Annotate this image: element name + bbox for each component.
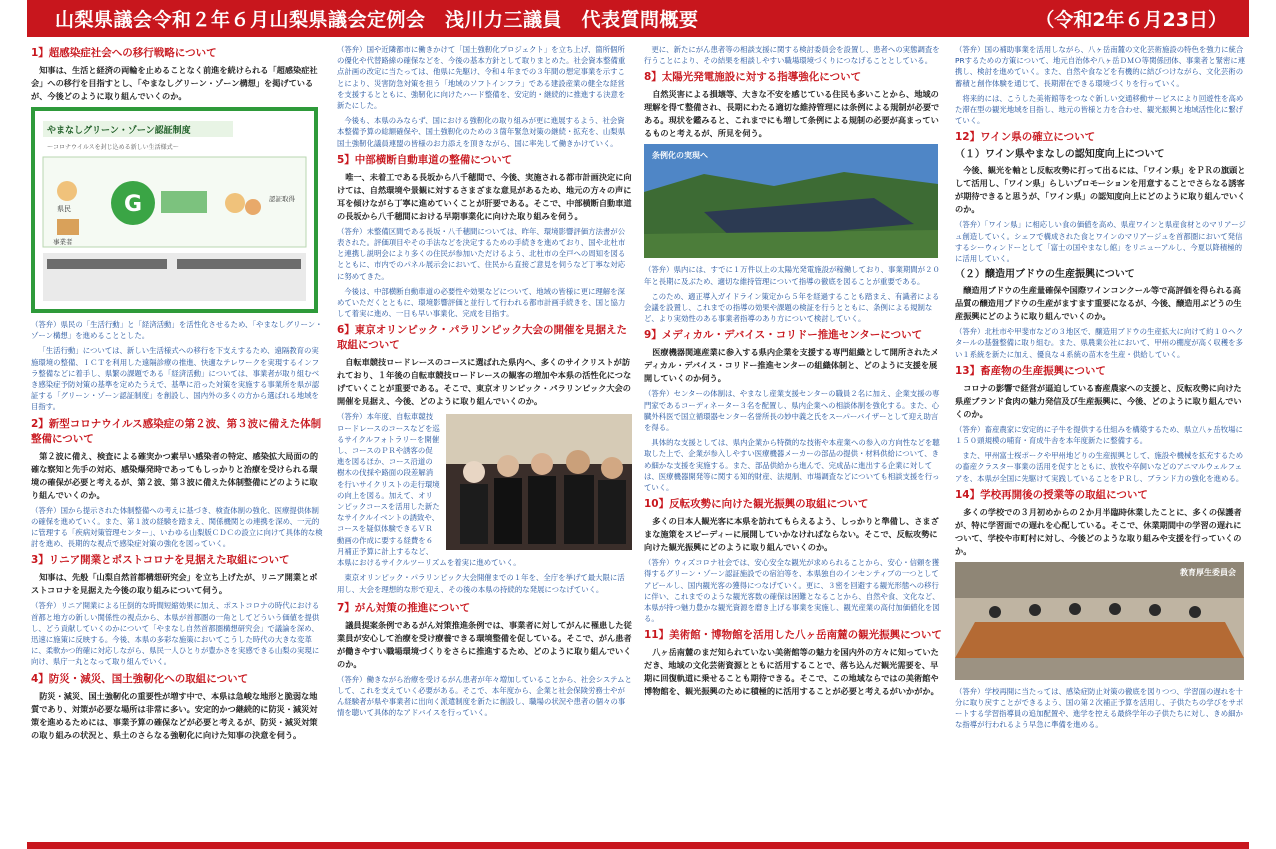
citizen-icon <box>57 181 77 201</box>
person-3-suit <box>528 476 556 544</box>
committee-photo <box>955 562 1244 680</box>
section-6-answer-2: 東京オリンピック・パラリンピック大会開催までの１年を、全庁を挙げて最大限に活用し、大会を理想的な形で迎え、その後の本県の持続的な発展につなげていく。 <box>337 573 625 594</box>
column-2 <box>337 44 632 834</box>
member-3 <box>1069 603 1081 615</box>
green-zone-diagram <box>35 111 314 309</box>
page-date: （令和2年６月23日） <box>1035 9 1227 31</box>
section-1-answer: （答弁）県民の「生活行動」と「経済活動」を活性化させるため、「やまなしグリーン・ゾーン構想」を進めることとした。 <box>31 320 323 341</box>
column-4 <box>955 44 1248 834</box>
group-photo-image <box>446 414 632 550</box>
family-icon <box>225 193 245 213</box>
section-6-title: 6】東京オリンピック・パラリンピック大会の開催を見据えた取組について <box>337 324 627 352</box>
section-2-question: 第２波に備え、検査による確実かつ素早い感染者の特定、感染拡大局面の的確な察知と先手の対応、感染爆発時であってもしっかりと治療を受けられる環境の確保が必要と考えるが、第２波、第３波に備えた体制整備にどのように取り組んでいくのか。 <box>31 450 319 500</box>
conference-table <box>955 622 1244 658</box>
family-icon-2 <box>245 199 261 215</box>
section-11-answer: （答弁）国の補助事業を活用しながら、八ヶ岳南麓の文化芸術施設の特色を強力に統合PRするための方策について、地元自治体や八ヶ岳ＤＭＯ等関係団体、事業者と緊密に連携し、検討を進めていく。また、自然や食などを有機的に結びつけながら、文化芸術の蓄積と創作体験を通じて、長期滞在できる環境づくりを行っていく。 <box>955 45 1246 88</box>
section-12-question-1: 今後、観光を軸とし反転攻勢に打って出るには、「ワイン県」をＰＲの旗頭として活用し、「ワイン県」らしいプロモーションを用意することでさらなる誘客が期待できると思うが、「ワイン県」の認知度向上にどのように取り組んでいくのか。 <box>955 165 1246 215</box>
section-9-answer: （答弁）センターの体制は、やまなし産業支援センターの職員２名に加え、企業支援の専門家であるコーディネーター３名を配置し、県内企業への相談体制を強化する。また、心臓外科医で国立循環器センター名誉所長の妙中義之氏をスーパーバイザーとして迎え助言を得る。 <box>644 389 940 433</box>
section-6-answer: （答弁）本年度、自転車競技ロードレースのコースなどを巡るサイクルフォトラリーを開催し、コースのＰＲや誘客の促進を図るほか、コース沿道の樹木の伐採や路面の段差解消を行いサイクリストの走行環境の向上を図る。加えて、オリンピックコースを活用した新たなサイクルイベントの誘致や、コースを疑似体験できるＶＲ動画の作成に要する経費を６月補正予算に計上するなど、本県におけるサイクルツーリズムを着実に進めていく。 <box>337 412 521 568</box>
section-14-answer: （答弁）学校再開に当たっては、感染症防止対策の徹底を図りつつ、学習面の遅れを十分に取り戻すことができるよう、国の第２次補正予算を活用し、子供たちの学びをサポートする学習指導員の追加配置や、進学を控える最終学年の子供たちに対し、きめ細かな指導が行われるよう早急に準備を進める。 <box>955 686 1244 730</box>
column-1 <box>31 44 324 834</box>
section-7-answer: （答弁）働きながら治療を受けるがん患者が年々増加していることから、社会システムとして、これを支えていく必要がある。そこで、本年度から、企業と社会保険労務士やがん経験者が県や事業者に出向く派遣制度を新たに創設し、職場の状況や患者の個々の事情を聴いて具体的なアドバイスを行っていく。 <box>337 674 632 718</box>
member-5 <box>1149 604 1161 616</box>
solar-photo <box>644 144 938 258</box>
section-2-answer: （答弁）国から提示された体制整備への考えに基づき、検査体制の強化、医療提供体制の確保を進めていく。また、第１波の経験を踏まえ、関係機関との連携を深め、一元的に管理する「疾病対策管理センター」、いわゆる山梨版ＣＤＣの設立に向けて具体的な検討を進め、長期的な視点で感染症対策の強化を図っていく。 <box>31 505 323 549</box>
section-1-title: 1】超感染症社会への移行戦略について <box>31 47 217 59</box>
person-4-suit <box>564 475 594 544</box>
person-3 <box>531 453 553 475</box>
section-3-answer: （答弁）リニア開業による圧倒的な時間短縮効果に加え、ポストコロナの時代における首都と地方の新しい関係性の視点から、本県が首都圏の一角としてどういう価値を提供し、どう貢献していくのかについて「やまなし自然首都圏構想研究会」で議論を深め、迅速に施策に反映する。今後、本県の多彩な施策においてこうした時代の大きな変革に、柔軟かつ的確に対応しながら、県民一人ひとりが豊かさを実感できる山梨の実現に向け、県庁一丸となって取り組んでいく。 <box>31 601 320 667</box>
diagram-citizen-label: 県民 <box>57 205 71 213</box>
committee-photo-caption: 教育厚生委員会 <box>1180 567 1236 577</box>
section-4-title: 4】防災・減災、国土強靭化への取組について <box>31 672 249 685</box>
header-banner <box>27 0 1249 37</box>
diagram-title: やまなしグリーン・ゾーン認証制度 <box>47 126 191 136</box>
person-1-suit <box>460 484 488 544</box>
section-12-answer-2: （答弁）北杜市や甲斐市などの３地区で、醸造用ブドウの生産拡大に向けて約１０ヘクタールの基盤整備に取り組む。また、県農業公社において、甲州の棚度が高く収穫を多い１系統を新たに加え、優良な４系統の苗木を生産・供給していく。 <box>955 327 1244 359</box>
section-7-answer-2: 更に、新たにがん患者等の相談支援に関する検討委員会を設置し、患者への実態調査を行うことにより、その結果を相談しやすい職場環境づくりにつなげることとしている。 <box>644 45 940 66</box>
business-icon <box>57 219 79 235</box>
diagram-subtitle: ～コロナウイルスを封じ込める新しい生活様式～ <box>47 144 179 151</box>
section-5-answer-2: 今後は、中部横断自動車道の必要性や効果などについて、地域の皆様に更に理解を深めていただくとともに、環境影響評価と並行して行われる都市計画手続きを、国と協力して着実に進め、一日も早い事業化、完成を目指す。 <box>337 286 626 319</box>
section-11-question: 八ヶ岳南麓のまだ知られていない美術館等の魅力を国内外の方々に知っていただき、地域の文化芸術資源とともに活用することで、落ち込んだ観光需要を、早期に回復軌道に乗せることも期待できる。そこで、この地域ならではの美術館や博物館を、観光振興のために積極的に活用することが必要と考えるがいかがか。 <box>644 647 939 697</box>
section-14-title: 14】学校再開後の授業等の取組について <box>955 488 1148 501</box>
section-11-answer-2: 将来的には、こうした美術館等をつなぐ新しい交通移動サービスにより回遊性を高めた滞在型の観光地域を目指し、地元の皆様と力を合わせ、観光振興と地域活性化に繋げていく。 <box>955 93 1244 126</box>
diagram-right-label: 認証取得 <box>269 195 295 203</box>
section-4-question: 防災・減災、国土強靭化の重要性が増す中で、本県は急峻な地形と脆弱な地質であり、対策が必要な場所は非常に多い。安定的かつ継続的に防災・減災対策を進めるためには、事業予算の確保などが必要と考えるが、防災・減災対策の取り組みの状況と、県土のさらなる強靭化に向けた知事の決意を伺う。 <box>31 690 318 740</box>
footer-bar <box>27 842 1249 849</box>
section-2-title: 2】新型コロナウイルス感染症の第２波、第３波に備えた体制整備について <box>31 417 322 445</box>
section-4-answer: （答弁）国や近隣都市に働きかけて「国土強靭化プロジェクト」を立ち上げ、箇所個所の優化や代替路線の確保などを、今後の基本方針として取りまとめた。社会資本整備重点計画の改定に当たっては、他県に先駆け、令和４年までの３年間の想定事業を示すことにより、災害防急対策を担う「地域のソフトインフラ」である建設産業の健全な経営を支援するとともに、強靭化に向けたハード整備を、安定的・継続的に推進する決意を新たにした。 <box>337 45 626 111</box>
member-4 <box>1109 603 1121 615</box>
section-8-answer: （答弁）県内には、すでに１万件以上の太陽光発電施設が稼働しており、事業期間が２０年と長期に及ぶため、適切な維持管理について指導の徹底を図ることが重要である。 <box>644 265 940 286</box>
section-10-question: 多くの日本人観光客に本県を訪れてもらえるよう、しっかりと準備し、さまざまな施策をスピーディーに展開していかなければならない。そこで、反転攻勢に向けた観光振興にどのように取り組んでいくのか。 <box>644 516 939 553</box>
section-3-title: 3】リニア開業とポストコロナを見据えた取組について <box>31 554 290 567</box>
diagram-business-label: 事業者 <box>53 238 73 246</box>
section-13-question: コロナの影響で経営が逼迫している畜産農家への支援と、反転攻勢に向けた県産ブランド食肉の魅力発信及び生産振興に、今後、どのように取り組んでいくのか。 <box>955 382 1242 419</box>
section-10-title: 10】反転攻勢に向けた観光振興の取組について <box>644 498 869 511</box>
foreground-trees <box>644 230 938 258</box>
room-floor <box>955 658 1244 680</box>
section-7-title: 7】がん対策の推進について <box>337 601 471 614</box>
section-14-question: 多くの学校での３月初めからの２か月半臨時休業したことに、多くの保護者が、特に学習面での遅れを心配している。そこで、休業期間中の学習の遅れについて、学校や市町村に対し、今後どのような取り組みや支援を行っていくのか。 <box>955 506 1242 556</box>
section-3-question: 知事は、先般「山梨自然首都構想研究会」を立ち上げたが、リニア開業とポストコロナを見据えた今後の取り組みについて伺う。 <box>31 572 318 596</box>
member-6 <box>1189 606 1201 618</box>
section-4-answer-2: 今後も、本県のみならず、国における強靭化の取り組みが更に進展するよう、社会資本整備予算の総額確保や、国土強靭化のための３箇年緊急対策の継続・拡充を、山梨県国土強靭化議員連盟の皆様のお力添えを頂きながら、国に率先して働きかけていく。 <box>337 116 626 148</box>
section-5-title: 5】中部横断自動車道の整備について <box>337 153 513 166</box>
person-2 <box>497 455 519 477</box>
g-letter-icon: G <box>124 192 143 217</box>
person-4 <box>566 450 590 474</box>
section-5-question: 唯一、未着工である長坂から八千穂間で、今後、実施される都市計画決定に向けては、自然環境や景観に対するさまざまな意見があるため、地元の方々の声に耳を傾けながら丁寧に進めていくことが肝要である。そこで、中部横断自動車道の長坂から八千穂間における早期事業化に向けた取り組みを伺う。 <box>337 171 632 221</box>
section-1-answer-2: 「生活行動」については、新しい生活様式への移行を下支えするため、遠隔教育の実施環境の整備、ＩＣＴを利用した遠隔診療の推進、快適なテレワークを実現するインフラ整備などに着手し、県繁の課題である「経済活動」については、事業者が取り組むべき感染症予防対策の基準を定めたうえで、基準に沿った対策を実施する事業所を県が認証する「グリーン・ゾーン認証制度」を創設し、国内外の多くの方から選ばれる地域を目指す。 <box>31 346 320 412</box>
page-title: 山梨県議会令和２年６月山梨県議会定例会 浅川力三議員 代表質問概要 <box>55 9 699 31</box>
diagram-bar-right <box>177 259 301 269</box>
section-12-answer-1: （答弁）「ワイン県」に相応しい食の価値を高め、県産ワインと県産食材とのマリアージュ創造していく。シェフで構成された食とワインのマリアージュを首都圏において発信するシーウィンドーとして「富士の国やまなし館」をリニューアルし、今夏以降積極的に活用していく。 <box>955 220 1246 264</box>
section-12-title: 12】ワイン県の確立について <box>955 131 1096 144</box>
section-6-answer-block <box>337 411 632 598</box>
section-6-question: 自転車競技ロードレースのコースに選ばれた県内へ、多くのサイクリストが訪れており、１年後の自転車競技ロードレースの観客の増加や本県の活性化につなげていくことが重要である。そこで、東京オリンピック・パラリンピック大会の開催を見据え、今後、どのように取り組んでいくのか。 <box>337 357 632 407</box>
section-7-question: 議員提案条例であるがん対策推進条例では、事業者に対してがんに罹患した従業員が安心して治療を受け療養できる環境整備を促している。そこで、がん患者が働きやすい職場環境づくりをさらに推進するため、どのように取り組んでいくのか。 <box>337 619 632 669</box>
section-12-subtitle-1: （１）ワイン県やまなしの認知度向上について <box>955 149 1165 161</box>
section-9-answer-2: 具体的な支援としては、県内企業から特徴的な技術や本産業への参入の方向性などを聴取した上で、企業が参入しやすい医療機器メーカーの部品の提供・材料供給について、きめ細かな支援を実施する。また、部品供給から進んで、完成品に進出する企業に対しては、医療機器開発等に関する知的財産、法規制、市場調査などについても相談支援を行っていく。 <box>644 438 940 493</box>
column-3 <box>644 44 942 834</box>
section-13-answer-2: また、甲州富士桜ポークや甲州地どりの生産振興として、施設や機械を拡充するための畜産クラスター事業の活用を促すとともに、放牧や卒飼いなどのアニマルウェルフェアを、本県が全国に先駆けて実践していることをＰＲし、ブランド力の強化を進める。 <box>955 451 1244 483</box>
green-zone-figure <box>31 107 318 313</box>
person-5-suit <box>598 480 626 544</box>
solar-photo-caption: 条例化の実現へ <box>652 151 708 161</box>
committee-photo-image <box>955 562 1244 680</box>
section-13-title: 13】畜産物の生産振興について <box>955 364 1106 377</box>
section-8-question: 自然災害による損壊等、大きな不安を感じている住民も多いことから、地域の理解を得て整備され、長期にわたる適切な維持管理には条例による規制が必要である。現状を鑑みると、これまでにも増して条例による規制の必要が高まっているものと考えるが、所見を伺う。 <box>644 89 940 139</box>
certificate-icon <box>161 191 207 213</box>
section-13-answer: （答弁）畜産農家に安定的に子牛を提供する仕組みを構築するため、県立八ヶ岳牧場に１５０頭規模の哺育・育成牛舎を本年度新たに整備する。 <box>955 424 1243 446</box>
section-11-title: 11】美術館・博物館を活用した八ヶ岳南麓の観光振興について <box>644 629 942 642</box>
person-5 <box>601 457 623 479</box>
person-1 <box>463 461 485 483</box>
diagram-bar-left <box>47 259 167 269</box>
section-9-question: 医療機器関連産業に参入する県内企業を支援する専門組織として開所されたメディカル・デバイス・コリドー推進センターの組織体制と、どのように支援を展開していくのか伺う。 <box>644 347 939 384</box>
section-12-subtitle-2: （２）醸造用ブドウの生産振興について <box>955 269 1135 281</box>
section-10-answer: （答弁）ウィズコロナ社会では、安心安全な観光が求められることから、安心・信頼を獲得するグリーン・ゾーン認証施設での宿泊等を、本県独自のインセンティブの一つとしてアピールし、国内観光客の獲得につなげていく。更に、３密を回避する観光形態への移行に伴い、これまでのような観光客数の確保は困難となることから、自然や食、文化など、本県が持つ魅力豊かな観光資源を磨き上げる事業を実施し、観光産業の高付加価値化を図る。 <box>644 558 940 624</box>
section-1-question: 知事は、生活と経済の両輪を止めることなく前進を続けられる「超感染症社会」への移行を目指すとし、「やまなしグリーン・ゾーン構想」を掲げているが、今後どのように取り組んでいくのか。 <box>31 65 318 101</box>
group-photo <box>446 414 632 550</box>
member-1 <box>989 606 1001 618</box>
section-5-answer: （答弁）未整備区間である長坂・八千穂間については、昨年、環境影響評価方法書が公表された。評価項目やその手法などを決定するための手続きを進めており、国や北杜市と連携し説明会により多くの住民が参加いただけるよう、北杜市の全戸への周知を図るとともに、市内でのパネル展示会において、住民から直接ご意見を伺うなど丁寧な対応に努めてきた。 <box>337 226 626 281</box>
member-2 <box>1029 604 1041 616</box>
section-8-answer-2: このため、適正導入ガイドライン策定から５年を経過することも踏まえ、有識者による会議を設置し、これまでの指導の効果や課題の検証を行うとともに、条例による規制など、より実効性のある事業者指導のあり方について検討していく。 <box>644 291 940 324</box>
section-9-title: 9】メディカル・デバイス・コリドー推進センターについて <box>644 329 923 342</box>
section-8-title: 8】太陽光発電施設に対する指導強化について <box>644 71 862 84</box>
person-2-suit <box>494 478 522 544</box>
section-12-question-2: 醸造用ブドウの生産量確保や国際ワインコンクール等で高評価を得られる高品質の醸造用ブドウの生産がますます重要になるが、今後、醸造用ぶどうの生産振興にどのように取り組んでいくのか。 <box>955 285 1242 322</box>
